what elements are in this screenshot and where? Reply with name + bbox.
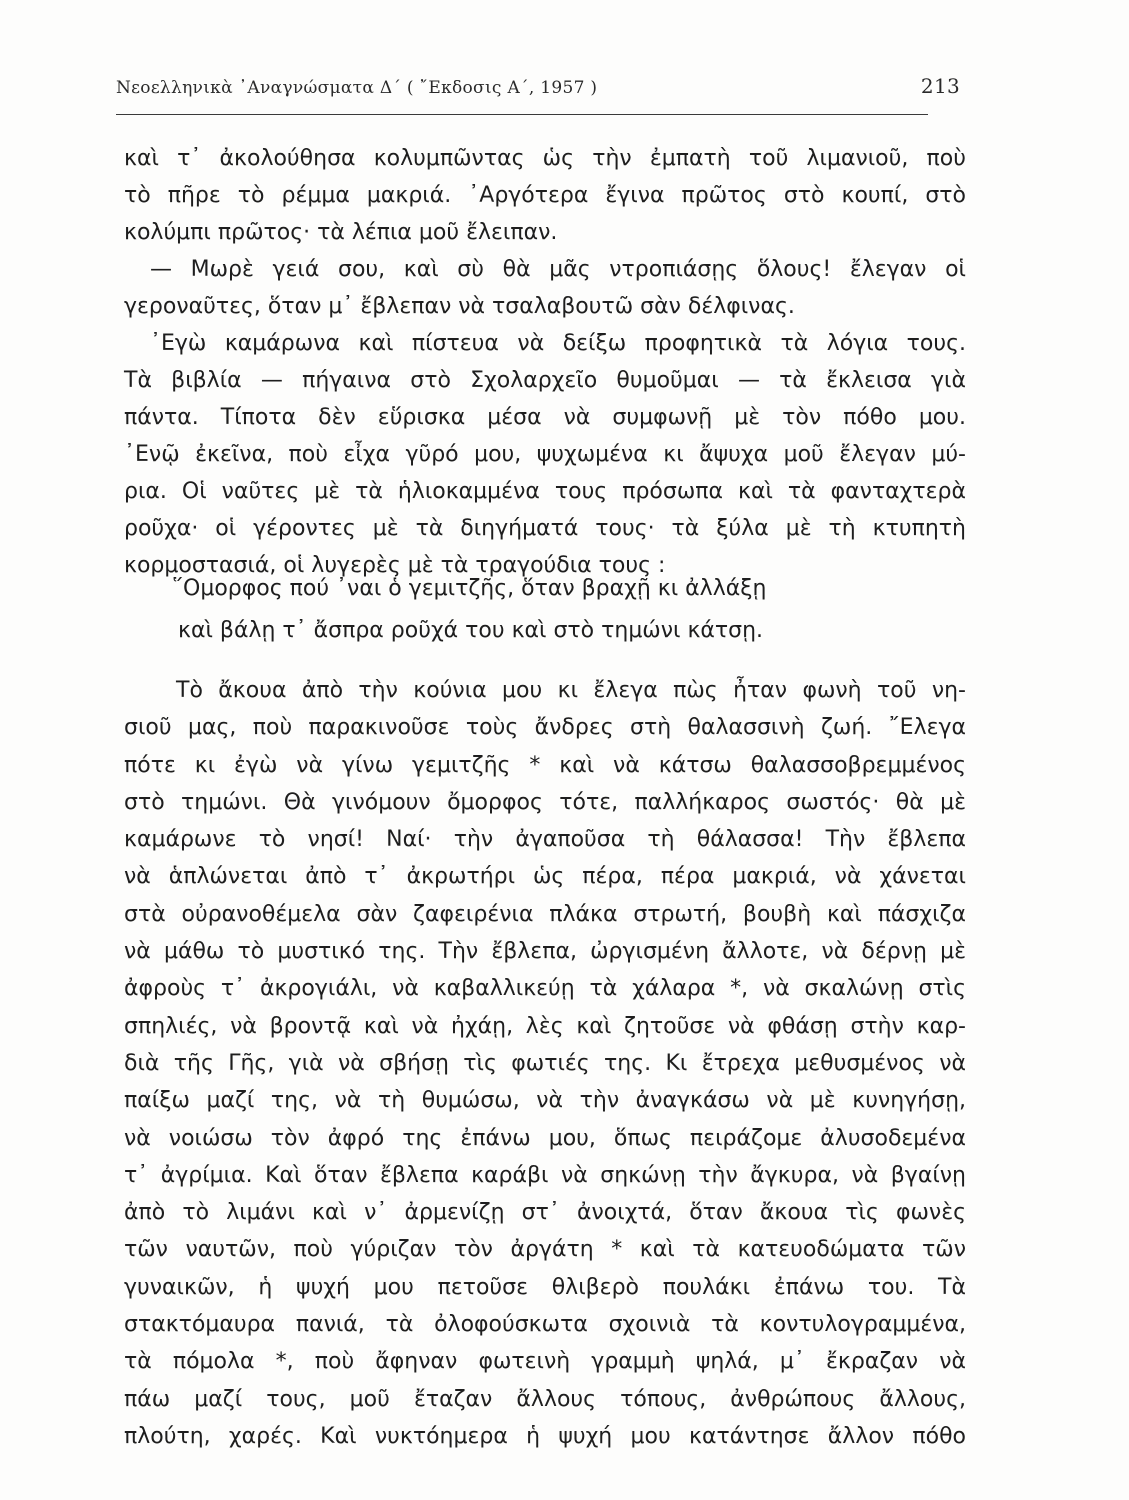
text-line: στὸ τημώνι. Θὰ γινόμουν ὄμορφος τότε, παλλήκαρος σωστός· θὰ μὲ	[124, 789, 966, 815]
verse-line: ῞Ομορφος πού ᾿ναι ὁ γεμιτζῆς, ὅταν βραχῇ κι ἀλλάξῃ	[172, 576, 767, 601]
text-line: κορμοστασιά, οἱ λυγερὲς μὲ τὰ τραγούδια τους :	[124, 553, 666, 578]
text-line: πάντα. Τίποτα δὲν εὕρισκα μέσα νὰ συμφωνῇ μὲ τὸν πόθο μου.	[124, 405, 966, 430]
verse-line: καὶ βάλῃ τ᾿ ἄσπρα ροῦχά του καὶ στὸ τημώνι κάτσῃ.	[178, 618, 764, 643]
text-line: ἀπὸ τὸ λιμάνι καὶ ν᾿ ἀρμενίζῃ στ᾿ ἀνοιχτά, ὅταν ἄκουα τὶς φωνὲς	[124, 1200, 966, 1226]
text-line: νὰ ἁπλώνεται ἀπὸ τ᾿ ἀκρωτήρι ὡς πέρα, πέρα μακριά, νὰ χάνεται	[124, 864, 966, 890]
opening-text	[124, 140, 966, 584]
text-line: νὰ νοιώσω τὸν ἀφρό της ἐπάνω μου, ὅπως πειράζομε ἀλυσοδεμένα	[124, 1125, 966, 1151]
text-line: πότε κι ἐγὼ νὰ γίνω γεμιτζῆς * καὶ νὰ κάτσω θαλασσοβρεμμένος	[124, 752, 966, 778]
text-line: ἀφροὺς τ᾿ ἀκρογιάλι, νὰ καβαλλικεύῃ τὰ χάλαρα *, νὰ σκαλώνῃ στὶς	[124, 976, 966, 1002]
main-paragraph	[124, 672, 966, 1455]
text-line: καὶ τ᾿ ἀκολούθησα κολυμπῶντας ὡς τὴν ἐμπατὴ τοῦ λιμανιοῦ, ποὺ	[124, 146, 966, 171]
text-line: κολύμπι πρῶτος· τὰ λέπια μοῦ ἔλειπαν.	[124, 220, 558, 245]
text-line: τ᾿ ἀγρίμια. Καὶ ὅταν ἔβλεπα καράβι νὰ σηκώνῃ τὴν ἄγκυρα, νὰ βγαίνῃ	[124, 1162, 966, 1188]
text-line: γυναικῶν, ἡ ψυχή μου πετοῦσε θλιβερὸ πουλάκι ἐπάνω του. Τὰ	[124, 1274, 966, 1300]
page-header	[116, 74, 960, 104]
text-line: νὰ μάθω τὸ μυστικό της. Τὴν ἔβλεπα, ὠργισμένη ἄλλοτε, νὰ δέρνῃ μὲ	[124, 939, 966, 965]
running-title: Νεοελληνικὰ ᾿Αναγνώσματα Δ΄ ( ῎Εκδοσις Α΄, 1957 )	[116, 78, 598, 98]
text-line: καμάρωνε τὸ νησί! Ναί· τὴν ἀγαποῦσα τὴ θάλασσα! Τὴν ἔβλεπα	[124, 827, 966, 853]
page-number: 213	[920, 74, 960, 98]
text-line: στὰ οὐρανοθέμελα σὰν ζαφειρένια πλάκα στρωτή, βουβὴ καὶ πάσχιζα	[124, 901, 966, 927]
text-line: ᾿Εγὼ καμάρωνα καὶ πίστευα νὰ δείξω προφητικὰ τὰ λόγια τους.	[150, 331, 966, 356]
text-line: σιοῦ μας, ποὺ παρακινοῦσε τοὺς ἄνδρες στὴ θαλασσινὴ ζωή. ῎Ελεγα	[124, 715, 966, 741]
text-line: γεροναῦτες, ὅταν μ᾿ ἔβλεπαν νὰ τσαλαβουτῶ σὰν δέλφινας.	[124, 294, 795, 319]
text-line: τὸ πῆρε τὸ ρέμμα μακριά. ᾿Αργότερα ἔγινα πρῶτος στὸ κουπί, στὸ	[124, 183, 966, 208]
text-line: Τὸ ἄκουα ἀπὸ τὴν κούνια μου κι ἔλεγα πὼς ἦταν φωνὴ τοῦ νη-	[176, 678, 966, 703]
text-line: διὰ τῆς Γῆς, γιὰ νὰ σβήσῃ τὶς φωτιές της. Κι ἔτρεχα μεθυσμένος νὰ	[124, 1050, 966, 1076]
header-rule	[116, 114, 928, 115]
text-line: παίξω μαζί της, νὰ τὴ θυμώσω, νὰ τὴν ἀναγκάσω νὰ μὲ κυνηγήσῃ,	[124, 1088, 966, 1114]
text-line: ᾿Ενῷ ἐκεῖνα, ποὺ εἶχα γῦρό μου, ψυχωμένα κι ἄψυχα μοῦ ἔλεγαν μύ-	[124, 442, 966, 467]
text-line: Τὰ βιβλία — πήγαινα στὸ Σχολαρχεῖο θυμοῦμαι — τὰ ἔκλεισα γιὰ	[124, 368, 966, 393]
text-line: τῶν ναυτῶν, ποὺ γύριζαν τὸν ἀργάτη * καὶ τὰ κατευοδώματα τῶν	[124, 1237, 966, 1263]
text-line: πλούτη, χαρές. Καὶ νυκτόημερα ἡ ψυχή μου κατάντησε ἄλλον πόθο	[124, 1423, 966, 1449]
text-line: πάω μαζί τους, μοῦ ἔταζαν ἄλλους τόπους, ἀνθρώπους ἄλλους,	[124, 1386, 966, 1412]
folk-song-verse	[172, 568, 766, 652]
text-line: στακτόμαυρα πανιά, τὰ ὀλοφούσκωτα σχοινιὰ τὰ κοντυλογραμμένα,	[124, 1312, 966, 1338]
text-line: — Μωρὲ γειά σου, καὶ σὺ θὰ μᾶς ντροπιάσῃς ὅλους! ἔλεγαν οἱ	[150, 257, 966, 282]
text-line: ροῦχα· οἱ γέροντες μὲ τὰ διηγήματά τους· τὰ ξύλα μὲ τὴ κτυπητὴ	[124, 516, 966, 541]
text-line: τὰ πόμολα *, ποὺ ἄφηναν φωτεινὴ γραμμὴ ψηλά, μ᾿ ἔκραζαν νὰ	[124, 1349, 966, 1375]
text-line: ρια. Οἱ ναῦτες μὲ τὰ ἡλιοκαμμένα τους πρόσωπα καὶ τὰ φανταχτερὰ	[124, 479, 966, 504]
text-line: σπηλιές, νὰ βροντᾷ καὶ νὰ ἠχάῃ, λὲς καὶ ζητοῦσε νὰ φθάσῃ στὴν καρ-	[124, 1013, 966, 1039]
